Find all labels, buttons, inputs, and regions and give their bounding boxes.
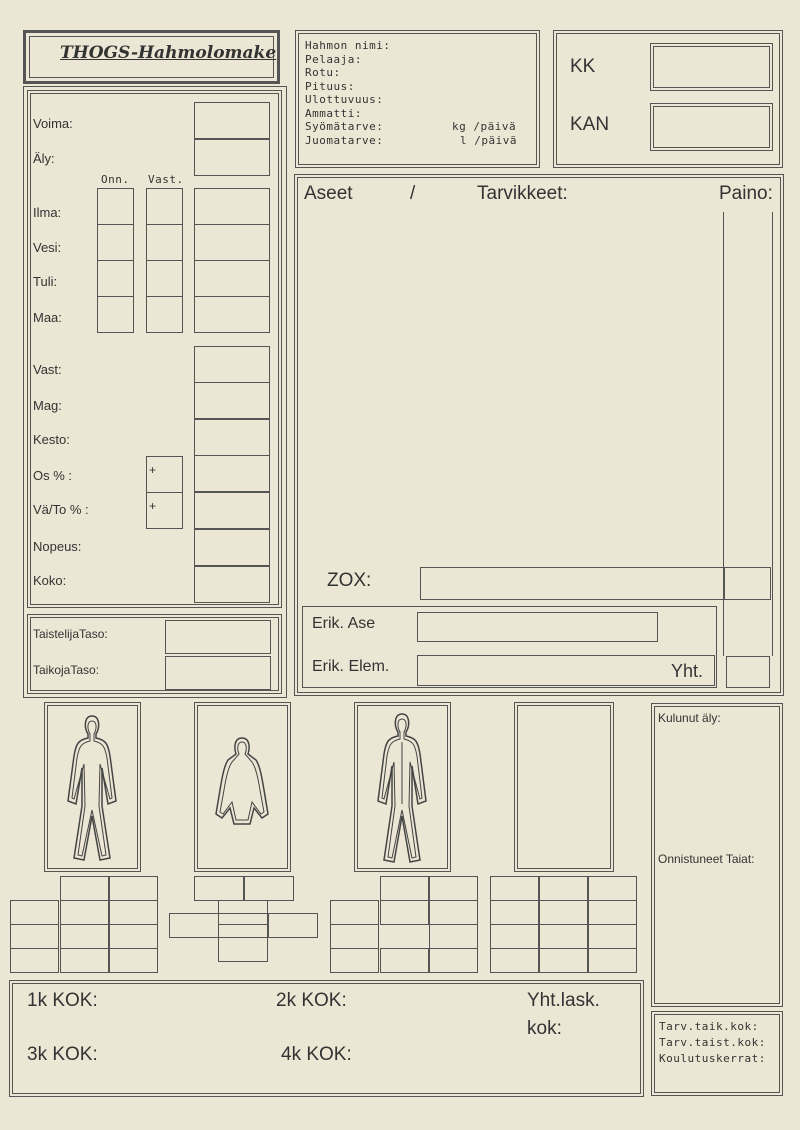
kk-label: KK [570, 56, 596, 77]
body-figure-head-box [194, 702, 291, 872]
vesi-vast-field[interactable] [146, 224, 183, 261]
taikoja-field[interactable] [165, 656, 271, 690]
sheet-title: THOGS-Hahmolomake [60, 43, 277, 63]
info-syomatarve: Syömätarve: [305, 120, 384, 133]
hit-cell-front[interactable] [60, 900, 109, 925]
hit-cell-extra[interactable] [490, 948, 539, 973]
os-field[interactable] [194, 455, 270, 492]
paino-header: Paino: [719, 183, 773, 204]
maa-onn-field[interactable] [97, 296, 134, 333]
title-box [23, 30, 280, 84]
info-juomatarve: Juomatarve: [305, 133, 384, 147]
maa-label: Maa: [33, 310, 62, 325]
hit-cell-front[interactable] [109, 900, 158, 925]
hit-cell-extra[interactable] [588, 900, 637, 925]
hit-cell-extra[interactable] [490, 924, 539, 949]
aseet-header: Aseet [304, 183, 353, 204]
vesi-total-field[interactable] [194, 224, 270, 261]
erik-ase-label: Erik. Ase [312, 615, 376, 632]
hit-cell-front[interactable] [60, 924, 109, 949]
tuli-total-field[interactable] [194, 260, 270, 297]
body-back-icon [358, 706, 447, 868]
mag-label: Mag: [33, 398, 62, 413]
hit-cell-extra[interactable] [490, 876, 539, 901]
ilma-label: Ilma: [33, 205, 62, 220]
hit-cell-head[interactable] [169, 913, 219, 938]
aly-label: Äly: [33, 151, 55, 166]
hit-cell-front[interactable] [109, 924, 158, 949]
hit-cell-back[interactable] [330, 900, 379, 925]
taistelija-field[interactable] [165, 620, 271, 654]
kk-field[interactable] [650, 43, 773, 91]
hit-cell-extra[interactable] [588, 876, 637, 901]
hit-cell-extra[interactable] [588, 924, 637, 949]
voima-label: Voima: [33, 116, 73, 131]
yhtlask-label: Yht.lask. [527, 990, 600, 1011]
hit-cell-front[interactable] [10, 924, 59, 949]
mag-field[interactable] [194, 382, 270, 419]
hit-cell-front[interactable] [60, 948, 109, 973]
hit-cell-front[interactable] [60, 876, 109, 901]
kesto-label: Kesto: [33, 432, 70, 447]
tarv-taik-label: Tarv.taik.kok: [659, 1020, 759, 1033]
onn-header: Onn. [101, 173, 130, 186]
hit-cell-extra[interactable] [490, 900, 539, 925]
info-rotu: Rotu: [305, 66, 341, 79]
kesto-field[interactable] [194, 419, 270, 456]
hit-cell-back[interactable] [429, 900, 478, 925]
nopeus-label: Nopeus: [33, 539, 82, 554]
kok2-label: 2k KOK: [276, 990, 347, 1011]
vast-field[interactable] [194, 346, 270, 383]
yht-field[interactable] [726, 656, 770, 688]
ilma-vast-field[interactable] [146, 188, 183, 225]
hit-cell-front[interactable] [109, 876, 158, 901]
hit-cell-back[interactable] [380, 876, 429, 901]
kok1-label: 1k KOK: [27, 990, 98, 1011]
ilma-total-field[interactable] [194, 188, 270, 225]
hit-cell-extra[interactable] [539, 876, 588, 901]
erik-ase-field[interactable] [417, 612, 658, 642]
kok3-label: 3k KOK: [27, 1044, 98, 1065]
hit-cell-extra[interactable] [588, 948, 637, 973]
onnistuneet-label: Onnistuneet Taiat: [658, 852, 755, 866]
vast-header: Vast. [148, 173, 184, 186]
aly-field[interactable] [194, 139, 270, 176]
hit-cell-head[interactable] [268, 913, 318, 938]
vast-label: Vast: [33, 362, 62, 377]
zox-field[interactable] [420, 567, 771, 600]
hit-cell-extra[interactable] [539, 948, 588, 973]
hit-cell-back[interactable] [429, 876, 478, 901]
info-hahmon-nimi: Hahmon nimi: [305, 39, 391, 52]
body-front-icon [48, 706, 137, 868]
body-figure-empty-box[interactable] [514, 702, 614, 872]
koko-label: Koko: [33, 573, 67, 588]
tuli-vast-field[interactable] [146, 260, 183, 297]
hit-cell-back[interactable] [429, 924, 478, 949]
kok-total-label: kok: [527, 1018, 562, 1039]
hit-cell-extra[interactable] [539, 900, 588, 925]
hit-cell-back[interactable] [330, 924, 379, 949]
kan-field[interactable] [650, 103, 773, 151]
vato-label: Vä/To % : [33, 502, 89, 517]
body-head-icon [198, 706, 287, 868]
maa-vast-field[interactable] [146, 296, 183, 333]
vato-plus: + [149, 499, 157, 513]
hit-cell-head[interactable] [244, 876, 294, 901]
os-label: Os % : [33, 468, 73, 483]
hit-cell-back[interactable] [429, 948, 478, 973]
nopeus-field[interactable] [194, 529, 270, 566]
kulunut-aly-label: Kulunut äly: [658, 711, 721, 725]
hit-cell-back[interactable] [330, 948, 379, 973]
koulutuskerrat-label: Koulutuskerrat: [659, 1052, 766, 1065]
kan-label: KAN [570, 114, 610, 135]
info-pelaaja: Pelaaja: [305, 52, 362, 66]
hit-cell-head[interactable] [218, 913, 268, 938]
hit-cell-front[interactable] [10, 900, 59, 925]
tarvikkeet-header: Tarvikkeet: [477, 183, 568, 204]
yht-label: Yht. [671, 661, 704, 681]
hit-cell-back[interactable] [380, 948, 429, 973]
tarv-taist-label: Tarv.taist.kok: [659, 1036, 766, 1049]
body-figure-front-box [44, 702, 141, 872]
hit-cell-head[interactable] [218, 937, 268, 962]
info-ulottuvuus: Ulottuvuus: [305, 93, 384, 106]
ilma-onn-field[interactable] [97, 188, 134, 225]
voima-field[interactable] [194, 102, 270, 139]
hit-cell-front[interactable] [10, 948, 59, 973]
tuli-label: Tuli: [33, 274, 58, 289]
slash-separator: / [410, 183, 416, 204]
info-ammatti: Ammatti: [305, 106, 362, 120]
taistelija-label: TaistelijaTaso: [33, 627, 108, 641]
erik-elem-label: Erik. Elem. [312, 658, 390, 675]
os-plus: + [149, 463, 157, 477]
food-unit: kg /päivä [452, 120, 517, 133]
kok4-label: 4k KOK: [281, 1044, 352, 1065]
vesi-label: Vesi: [33, 240, 62, 255]
info-pituus: Pituus: [305, 79, 355, 93]
hit-cell-front[interactable] [109, 948, 158, 973]
zox-label: ZOX: [327, 570, 372, 591]
tuli-onn-field[interactable] [97, 260, 134, 297]
body-figure-back-box [354, 702, 451, 872]
koko-field[interactable] [194, 566, 270, 603]
hit-cell-head[interactable] [194, 876, 244, 901]
vato-field[interactable] [194, 492, 270, 529]
drink-unit: l /päivä [460, 133, 517, 147]
maa-total-field[interactable] [194, 296, 270, 333]
hit-cell-back[interactable] [380, 900, 429, 925]
vesi-onn-field[interactable] [97, 224, 134, 261]
hit-cell-extra[interactable] [539, 924, 588, 949]
taikoja-label: TaikojaTaso: [33, 663, 100, 677]
